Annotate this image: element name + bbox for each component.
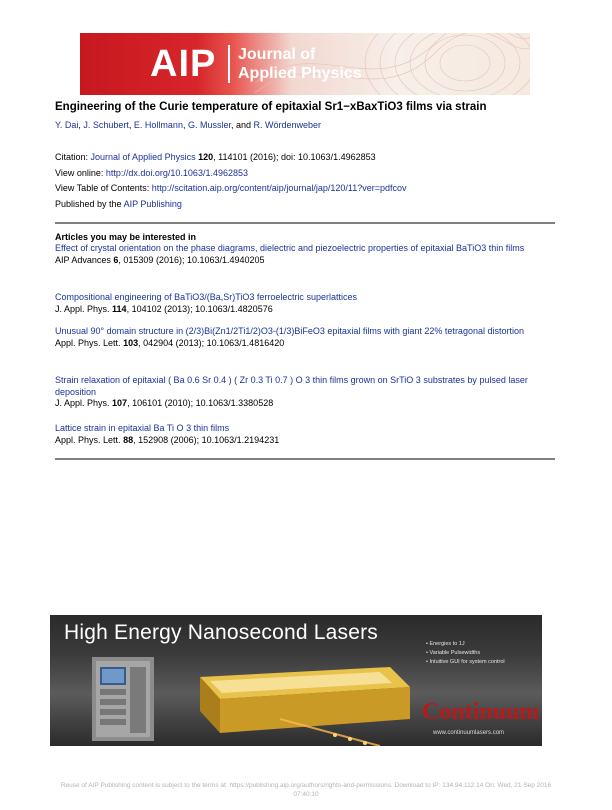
author-link[interactable]: R. Wördenweber (253, 120, 322, 130)
aip-logo: AIP (150, 43, 217, 85)
citation-label: Citation: (55, 152, 91, 162)
author-separator: , (182, 120, 188, 130)
related-article-ref: J. Appl. Phys. 107, 106101 (2010); 10.1063/1.3380528 (55, 398, 274, 408)
footer-line2: 07:40:10 (293, 791, 319, 798)
divider-bottom (55, 458, 555, 460)
ad-headline: High Energy Nanosecond Lasers (64, 621, 378, 644)
divider-top (55, 222, 555, 224)
author-link[interactable]: J. Schubert (83, 120, 129, 130)
related-article-ref: Appl. Phys. Lett. 88, 152908 (2006); 10.1063/1.2194231 (55, 434, 280, 445)
journal-name-line1: Journal of (238, 46, 316, 63)
publisher-link[interactable]: AIP Publishing (123, 199, 182, 209)
author-link[interactable]: Y. Dai (55, 120, 79, 130)
related-article-title-link[interactable]: Lattice strain in epitaxial Ba Ti O 3 thin films (55, 423, 230, 433)
citation-volume: 120 (198, 152, 214, 162)
related-articles-heading: Articles you may be interested in (55, 232, 197, 242)
ad-bullet: • Energies to 1J (426, 641, 465, 647)
author-separator: , (78, 120, 84, 130)
related-article-ref: J. Appl. Phys. 114, 104102 (2013); 10.1063/1.4820576 (55, 303, 273, 314)
ad-bullet: • Intuitive GUI for system control (426, 659, 505, 665)
footer-line1: Reuse of AIP Publishing content is subject to the terms at: https://publishing.aip.org/authors/rights-and-permissions. Download to IP: 134.94.112.14 On: Wed, 21 Sep 2016 (60, 782, 552, 789)
banner-divider (228, 45, 230, 83)
related-article (55, 423, 555, 446)
ad-url[interactable]: www.continuumlasers.com (433, 730, 505, 736)
view-online-label: View online: (55, 168, 106, 178)
related-article-title-link[interactable]: Unusual 90° domain structure in (2/3)Bi(Zn1/2Ti1/2)O3-(1/3)BiFeO3 epitaxial films with giant 22% tetragonal distortion (55, 326, 524, 336)
related-article (55, 326, 555, 349)
citation-journal-link[interactable]: Journal of Applied Physics (90, 152, 196, 162)
continuum-logo: Continuum (422, 699, 540, 725)
journal-name-line2: Applied Physics (238, 65, 362, 82)
citation-details: , 114101 (2016); doi: 10.1063/1.4962853 (213, 152, 376, 162)
ad-bullet-list (426, 640, 505, 667)
related-article-title-link[interactable]: Compositional engineering of BaTiO3/(Ba,Sr)TiO3 ferroelectric superlattices (55, 292, 357, 302)
journal-banner[interactable] (80, 33, 530, 95)
citation-line (55, 152, 376, 162)
author-link[interactable]: E. Hollmann (133, 120, 183, 130)
author-separator: , and (230, 120, 254, 130)
related-article-ref: AIP Advances 6, 015309 (2016); 10.1063/1.4940205 (55, 254, 265, 265)
ad-bullet: • Variable Pulsewidths (426, 650, 481, 656)
reuse-footer (0, 781, 612, 799)
related-article-title-link[interactable]: Strain relaxation of epitaxial ( Ba 0.6 Sr 0.4 ) ( Zr 0.3 Ti 0.7 ) O 3 thin films grown on SrTiO 3 substrates by pulsed laser deposition (55, 375, 528, 397)
published-label: Published by the (55, 199, 124, 209)
view-online-line (55, 168, 248, 178)
article-title: Engineering of the Curie temperature of epitaxial Sr1−xBaxTiO3 films via strain (55, 101, 487, 113)
related-article (55, 292, 555, 315)
doi-link[interactable]: http://dx.doi.org/10.1063/1.4962853 (105, 168, 248, 178)
toc-link[interactable]: http://scitation.aip.org/content/aip/journal/jap/120/11?ver=pdfcov (151, 183, 407, 193)
toc-label: View Table of Contents: (55, 183, 152, 193)
author-list (55, 120, 321, 130)
toc-line (55, 183, 407, 193)
journal-name (238, 45, 362, 83)
author-separator: , (128, 120, 134, 130)
published-by-line (55, 199, 182, 209)
related-article (55, 243, 555, 266)
author-link[interactable]: G. Mussler (187, 120, 231, 130)
related-article (55, 375, 555, 410)
related-article-ref: Appl. Phys. Lett. 103, 042904 (2013); 10.1063/1.4816420 (55, 337, 285, 348)
related-article-title-link[interactable]: Effect of crystal orientation on the phase diagrams, dielectric and piezoelectric properties of epitaxial BaTiO3 thin films (55, 243, 525, 253)
advertisement-banner[interactable] (50, 615, 542, 746)
